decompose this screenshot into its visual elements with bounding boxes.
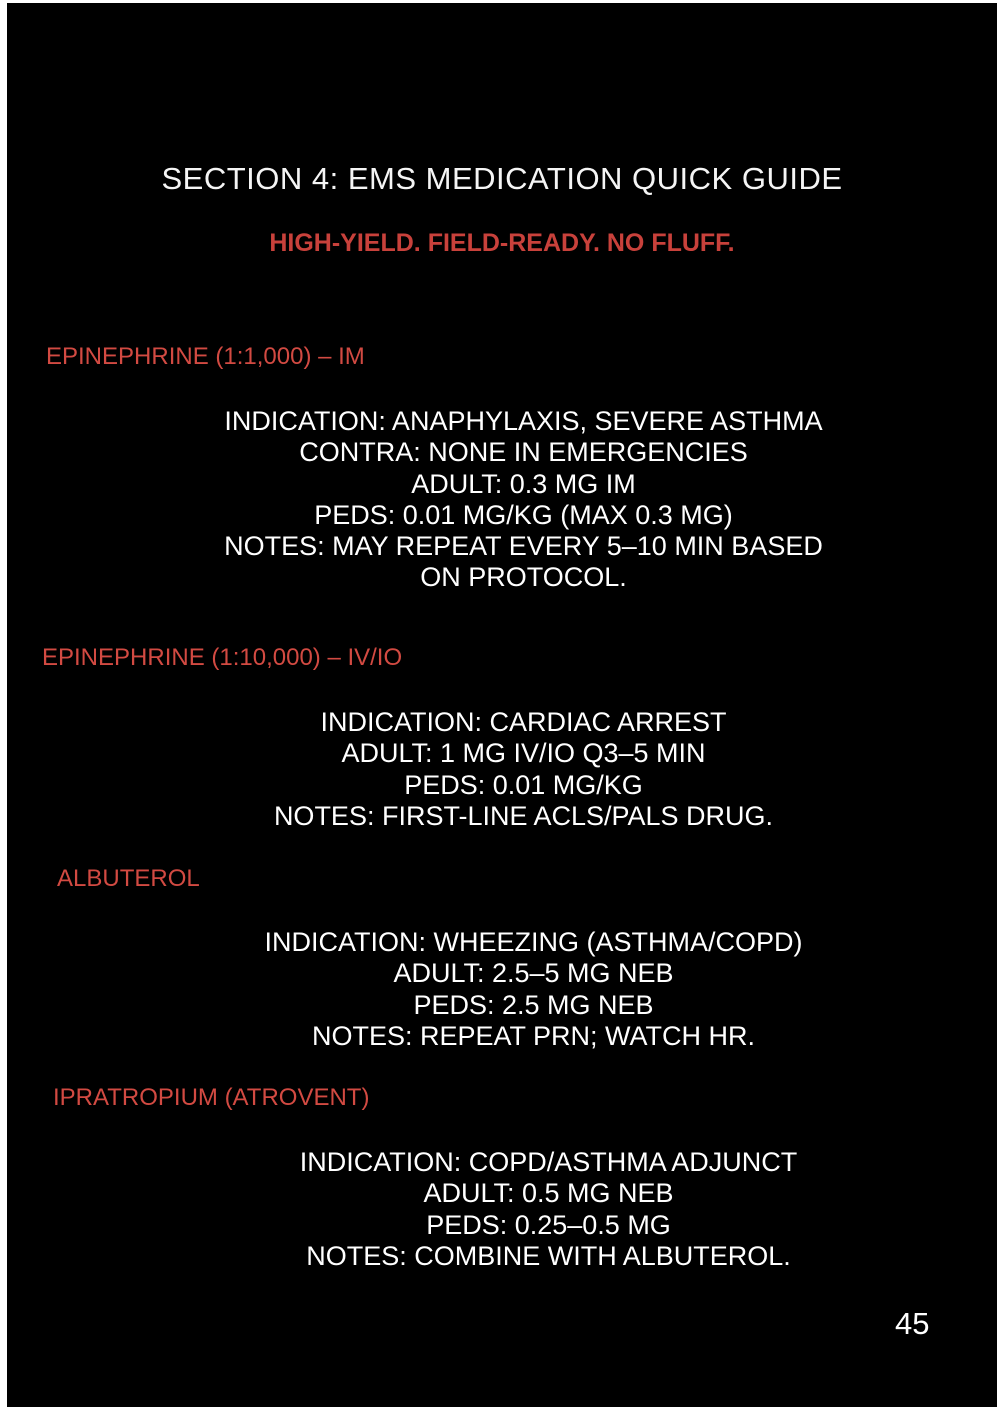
detail-line: CONTRA: NONE IN EMERGENCIES xyxy=(299,437,748,468)
page-title: SECTION 4: EMS MEDICATION QUICK GUIDE xyxy=(161,161,843,196)
detail-line: PEDS: 0.01 MG/KG xyxy=(404,769,643,800)
detail-line: NOTES: MAY REPEAT EVERY 5–10 MIN BASED xyxy=(224,531,823,562)
detail-line: ADULT: 0.3 MG IM xyxy=(411,468,636,499)
detail-line: INDICATION: CARDIAC ARREST xyxy=(320,707,727,737)
medication-details-ipratropium xyxy=(7,1147,1005,1272)
page-number: 45 xyxy=(895,1306,930,1341)
medication-name-epinephrine-ivio: EPINEPHRINE (1:10,000) – IV/IO xyxy=(42,644,403,671)
medication-details-albuterol xyxy=(7,927,1005,1052)
medication-name-albuterol: ALBUTEROL xyxy=(57,865,200,892)
detail-line: NOTES: COMBINE WITH ALBUTEROL. xyxy=(306,1240,791,1271)
medication-name-epinephrine-im: EPINEPHRINE (1:1,000) – IM xyxy=(46,343,365,370)
detail-line: PEDS: 0.25–0.5 MG xyxy=(426,1209,671,1240)
detail-line: ADULT: 0.5 MG NEB xyxy=(423,1178,674,1209)
detail-line: ON PROTOCOL. xyxy=(420,562,627,593)
detail-line: INDICATION: ANAPHYLAXIS, SEVERE ASTHMA xyxy=(224,406,823,436)
page-tagline: HIGH-YIELD. FIELD-READY. NO FLUFF. xyxy=(269,229,735,257)
document-page xyxy=(7,3,997,1407)
detail-line: INDICATION: WHEEZING (ASTHMA/COPD) xyxy=(264,927,803,957)
detail-line: ADULT: 2.5–5 MG NEB xyxy=(393,958,674,989)
detail-line: INDICATION: COPD/ASTHMA ADJUNCT xyxy=(299,1147,798,1177)
medication-details-epinephrine-ivio xyxy=(7,707,1005,832)
medication-name-ipratropium: IPRATROPIUM (ATROVENT) xyxy=(53,1084,370,1111)
detail-line: NOTES: FIRST-LINE ACLS/PALS DRUG. xyxy=(273,800,774,831)
detail-line: NOTES: REPEAT PRN; WATCH HR. xyxy=(311,1020,756,1051)
detail-line: PEDS: 2.5 MG NEB xyxy=(413,989,654,1020)
detail-line: PEDS: 0.01 MG/KG (MAX 0.3 MG) xyxy=(314,499,733,530)
medication-details-epinephrine-im xyxy=(7,406,1005,594)
detail-line: ADULT: 1 MG IV/IO Q3–5 MIN xyxy=(341,738,706,769)
